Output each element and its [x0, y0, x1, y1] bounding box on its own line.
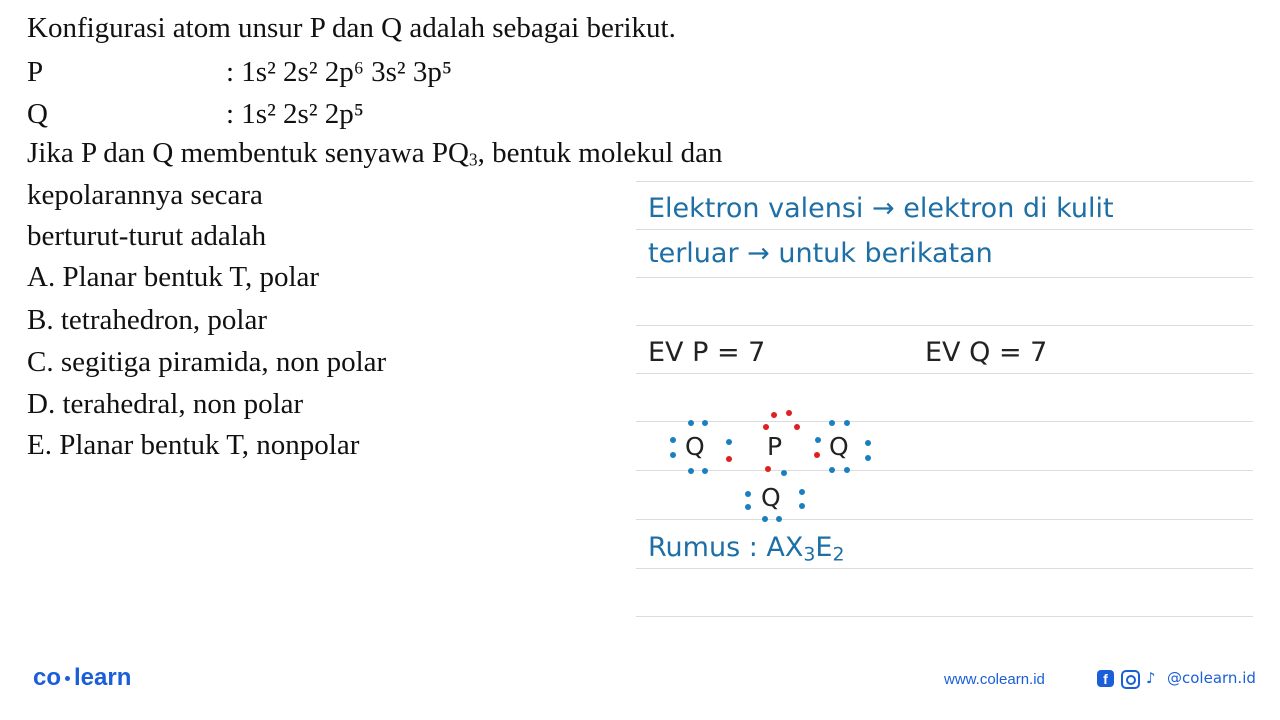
- electron-dot: [776, 516, 782, 522]
- electron-dot-lone-pair: [771, 412, 777, 418]
- lewis-atom-p-center: P: [767, 432, 783, 461]
- ruled-line: [636, 470, 1253, 471]
- question-line3b: , bentuk molekul dan: [477, 137, 723, 169]
- option-c: C. segitiga piramida, non polar: [27, 346, 387, 378]
- logo-co: co: [33, 664, 62, 691]
- question-line-compound: [27, 139, 722, 169]
- electron-dot: [829, 420, 835, 426]
- question-line4: kepolarannya secara: [27, 179, 263, 211]
- electron-dot: [670, 452, 676, 458]
- vsepr-formula: [648, 532, 845, 566]
- electron-dot: [799, 503, 805, 509]
- q-configuration: : 1s² 2s² 2p⁵: [226, 98, 364, 130]
- question-intro: Konfigurasi atom unsur P dan Q adalah sebagai berikut.: [27, 12, 676, 44]
- p-configuration: : 1s² 2s² 2p⁶ 3s² 3p⁵: [226, 56, 452, 88]
- electron-dot: [815, 437, 821, 443]
- p-label: P: [27, 56, 44, 88]
- electron-dot: [702, 420, 708, 426]
- electron-dot-lone-pair: [763, 424, 769, 430]
- formula-e: E: [815, 532, 833, 563]
- electron-dot: [829, 467, 835, 473]
- electron-dot: [799, 489, 805, 495]
- note-valence-line2: terluar → untuk berikatan: [648, 238, 993, 269]
- ev-p: EV P = 7: [648, 337, 766, 368]
- social-handle[interactable]: @colearn.id: [1167, 669, 1256, 687]
- electron-dot: [865, 455, 871, 461]
- ruled-line: [636, 568, 1253, 569]
- option-a: A. Planar bentuk T, polar: [27, 261, 320, 293]
- electron-dot: [726, 439, 732, 445]
- electron-dot: [745, 491, 751, 497]
- logo-learn: learn: [74, 664, 132, 691]
- question-line3a: Jika P dan Q membentuk senyawa PQ: [27, 137, 469, 169]
- lewis-atom-q-right: Q: [829, 432, 849, 461]
- facebook-icon[interactable]: f: [1097, 670, 1114, 687]
- option-b: B. tetrahedron, polar: [27, 304, 267, 336]
- question-line3-subscript: 3: [468, 149, 478, 170]
- electron-dot-shared: [781, 470, 787, 476]
- ev-q: EV Q = 7: [925, 337, 1048, 368]
- electron-dot: [688, 468, 694, 474]
- lewis-atom-q-bottom: Q: [761, 483, 781, 512]
- formula-sub-x: 3: [803, 543, 816, 566]
- electron-dot-shared: [765, 466, 771, 472]
- ruled-line: [636, 181, 1253, 182]
- tiktok-icon[interactable]: ♪: [1146, 669, 1156, 687]
- ruled-line: [636, 421, 1253, 422]
- logo-dot-icon: [65, 676, 70, 681]
- q-label: Q: [27, 98, 48, 130]
- colearn-logo[interactable]: [33, 664, 131, 692]
- lewis-atom-q-left: Q: [685, 432, 705, 461]
- question-line5: berturut-turut adalah: [27, 220, 267, 252]
- option-d: D. terahedral, non polar: [27, 388, 304, 420]
- electron-dot: [844, 467, 850, 473]
- option-e: E. Planar bentuk T, nonpolar: [27, 429, 360, 461]
- electron-dot: [865, 440, 871, 446]
- formula-prefix: Rumus : AX: [648, 532, 804, 563]
- note-valence-line1: Elektron valensi → elektron di kulit: [648, 193, 1114, 224]
- ruled-line: [636, 616, 1253, 617]
- website-link[interactable]: www.colearn.id: [944, 671, 1045, 688]
- electron-dot: [844, 420, 850, 426]
- ruled-line: [636, 229, 1253, 230]
- electron-dot: [745, 504, 751, 510]
- electron-dot-shared: [726, 456, 732, 462]
- electron-dot-lone-pair: [786, 410, 792, 416]
- electron-dot: [670, 437, 676, 443]
- electron-dot-shared: [814, 452, 820, 458]
- electron-dot: [762, 516, 768, 522]
- ruled-line: [636, 277, 1253, 278]
- electron-dot-lone-pair: [794, 424, 800, 430]
- ruled-line: [636, 519, 1253, 520]
- formula-sub-e: 2: [832, 543, 845, 566]
- electron-dot: [688, 420, 694, 426]
- ruled-line: [636, 325, 1253, 326]
- ruled-line: [636, 373, 1253, 374]
- electron-dot: [702, 468, 708, 474]
- instagram-icon[interactable]: [1121, 670, 1140, 689]
